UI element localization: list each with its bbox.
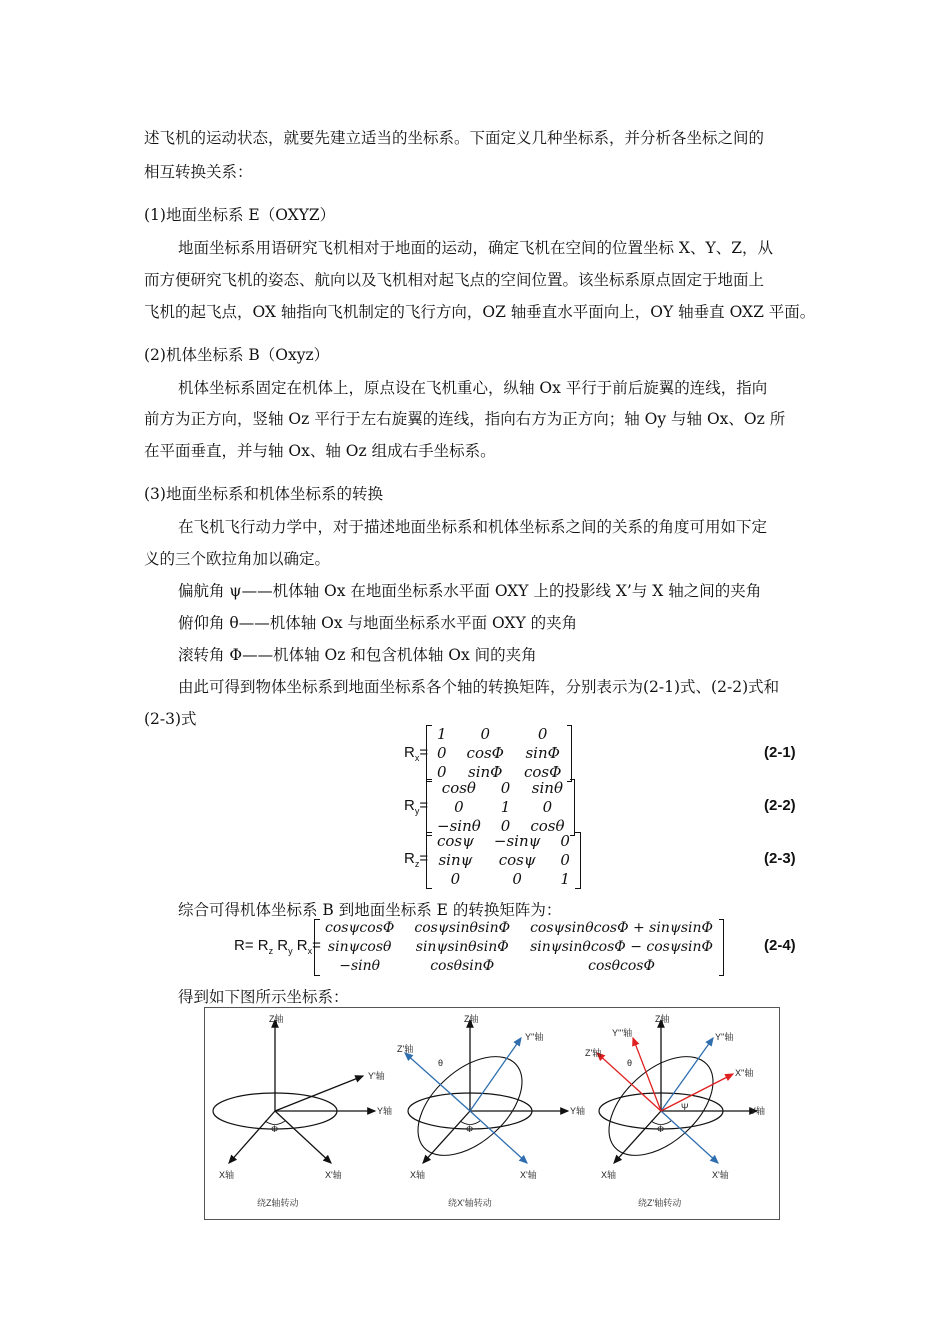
section-1-heading: (1)地面坐标系 E（OXYZ） bbox=[144, 206, 336, 224]
section-3-line-2: 义的三个欧拉角加以确定。 bbox=[144, 550, 331, 568]
eq4-number: (2-4) bbox=[764, 937, 796, 954]
section-2-line-1: 机体坐标系固定在机体上，原点设在飞机重心，纵轴 Ox 平行于前后旋翼的连线，指向 bbox=[178, 379, 768, 397]
eq4-cell: cosθcosΦ bbox=[588, 958, 655, 974]
eq4-cell: cosθsinΦ bbox=[430, 958, 495, 974]
eq4-cell: sinψsinθcosΦ − cosψsinΦ bbox=[530, 939, 713, 955]
eq4-cell: −sinθ bbox=[339, 958, 381, 974]
eq3-label: $R_z=$ bbox=[404, 850, 429, 869]
p2-x2-label: X'轴 bbox=[520, 1170, 537, 1180]
eq1-cell: sinΦ bbox=[525, 744, 560, 762]
yaw-definition: 偏航角 ψ——机体轴 Ox 在地面坐标系水平面 OXY 上的投影线 X’与 X 轴之间的夹角 bbox=[178, 582, 762, 600]
p2-z2-label: Z'轴 bbox=[397, 1044, 414, 1054]
eq3-cell: 0 bbox=[560, 832, 570, 850]
section-2-line-3: 在平面垂直，并与轴 Ox、轴 Oz 组成右手坐标系。 bbox=[144, 442, 496, 460]
eq1-cell: 0 bbox=[537, 725, 548, 743]
section-3-line-3: 由此可得到物体坐标系到地面坐标系各个轴的转换矩阵，分别表示为(2-1)式、(2-2)式和 bbox=[178, 678, 780, 696]
coordinate-figure-svg bbox=[205, 1008, 779, 1219]
p2-z-label: Z轴 bbox=[464, 1014, 479, 1024]
eq1-cell: 0 bbox=[437, 763, 447, 781]
eq1-cell: cosΦ bbox=[523, 763, 562, 781]
eq2-cell: 0 bbox=[454, 798, 464, 816]
p3-y4-label: Y'''轴 bbox=[612, 1028, 633, 1038]
eq2-cell: −sinθ bbox=[437, 817, 481, 835]
eq3-cell: cosψ bbox=[498, 851, 536, 869]
section-3-line-1: 在飞机飞行动力学中，对于描述地面坐标系和机体坐标系之间的关系的角度可用如下定 bbox=[178, 518, 768, 536]
pitch-definition: 俯仰角 θ——机体轴 Ox 与地面坐标系水平面 OXY 的夹角 bbox=[178, 614, 578, 632]
panel-rotate-z bbox=[213, 1013, 392, 1208]
p2-y3-label: Y''轴 bbox=[525, 1032, 544, 1042]
eq3-cell: 0 bbox=[512, 870, 522, 888]
eq4-cell: cosψsinθsinΦ bbox=[414, 920, 511, 936]
eq2-cell: cosθ bbox=[441, 779, 476, 797]
intro-line-2: 相互转换关系： bbox=[144, 163, 253, 181]
p3-y-label: Y轴 bbox=[750, 1106, 766, 1116]
p3-z2-label: Z'轴 bbox=[585, 1048, 602, 1058]
p2-x-label: X轴 bbox=[410, 1170, 426, 1180]
eq1-label: $R_x=$ bbox=[404, 744, 429, 763]
eq1-cell: 0 bbox=[437, 744, 447, 762]
panel-rotate-z-prime bbox=[585, 1013, 765, 1208]
eq2-matrix bbox=[426, 779, 575, 836]
coordinate-figure bbox=[204, 1007, 780, 1220]
eq4-matrix bbox=[314, 919, 724, 976]
eq2-cell: cosθ bbox=[530, 817, 565, 835]
section-2-line-2: 前方为正方向，竖轴 Oz 平行于左右旋翼的连线，指向右方为正方向；轴 Oy 与轴 Ox、Oz 所 bbox=[144, 410, 786, 428]
eq4-cell: sinψsinθsinΦ bbox=[415, 939, 509, 955]
eq3-matrix bbox=[426, 832, 581, 889]
p3-x-label: X轴 bbox=[601, 1170, 617, 1180]
p1-y-label: Y轴 bbox=[377, 1106, 393, 1116]
eq2-cell: 0 bbox=[542, 798, 553, 816]
eq2-cell: sinθ bbox=[531, 779, 563, 797]
p1-caption: 绕Z轴转动 bbox=[257, 1198, 299, 1208]
eq2-cell: 0 bbox=[500, 817, 511, 835]
combine-line: 综合可得机体坐标系 B 到地面坐标系 E 的转换矩阵为： bbox=[178, 901, 562, 919]
p1-x2-label: X'轴 bbox=[325, 1170, 342, 1180]
eq3-cell: 0 bbox=[560, 851, 570, 869]
eq2-cell: 1 bbox=[500, 798, 511, 816]
eq2-cell: 0 bbox=[500, 779, 511, 797]
eq3-cell: 0 bbox=[450, 870, 461, 888]
roll-definition: 滚转角 Φ——机体轴 Oz 和包含机体轴 Ox 间的夹角 bbox=[178, 646, 537, 664]
figure-intro: 得到如下图所示坐标系： bbox=[178, 988, 349, 1006]
eq3-cell: cosψ bbox=[437, 832, 474, 850]
section-1-line-2: 而方便研究飞机的姿态、航向以及飞机相对起飞点的空间位置。该坐标系原点固定于地面上 bbox=[144, 271, 765, 289]
p3-theta-label: θ bbox=[627, 1058, 633, 1068]
eq4-label: $R= R_z$ $R_y$ $R_x=$ bbox=[234, 937, 321, 956]
p2-y-label: Y轴 bbox=[570, 1106, 586, 1116]
eq4-cell: sinψcosθ bbox=[327, 939, 392, 955]
intro-line-1: 述飞机的运动状态，就要先建立适当的坐标系。下面定义几种坐标系，并分析各坐标之间的 bbox=[144, 129, 765, 147]
p2-caption: 绕X'轴转动 bbox=[448, 1198, 492, 1208]
p3-caption: 绕Z'轴转动 bbox=[638, 1198, 682, 1208]
eq1-cell: 0 bbox=[480, 725, 491, 743]
p3-y3-label: Y''轴 bbox=[715, 1032, 734, 1042]
p1-phi-label: Φ bbox=[271, 1124, 279, 1134]
eq1-cell: 1 bbox=[437, 725, 447, 743]
p2-phi-label: Φ bbox=[466, 1124, 474, 1134]
eq2-number: (2-2) bbox=[764, 797, 796, 814]
section-3-heading: (3)地面坐标系和机体坐标系的转换 bbox=[144, 485, 383, 503]
p1-z-label: Z轴 bbox=[269, 1014, 284, 1024]
p1-y2-label: Y'轴 bbox=[368, 1071, 385, 1081]
eq1-number: (2-1) bbox=[764, 744, 796, 761]
eq3-cell: −sinψ bbox=[493, 832, 541, 850]
eq3-cell: 1 bbox=[560, 870, 570, 888]
section-3-line-4: (2-3)式 bbox=[144, 710, 197, 728]
eq4-cell: cosψcosΦ bbox=[325, 920, 395, 936]
p1-x-label: X轴 bbox=[219, 1170, 235, 1180]
eq1-matrix bbox=[426, 725, 572, 782]
p3-z-label: Z轴 bbox=[655, 1014, 670, 1024]
section-1-line-3: 飞机的起飞点，OX 轴指向飞机制定的飞行方向，OZ 轴垂直水平面向上，OY 轴垂直 OXZ 平面。 bbox=[144, 303, 816, 321]
eq4-cell: cosψsinθcosΦ + sinψsinΦ bbox=[530, 920, 713, 936]
panel-rotate-x bbox=[397, 1013, 585, 1208]
p3-x2-label: X'轴 bbox=[712, 1170, 729, 1180]
eq1-cell: cosΦ bbox=[466, 744, 504, 762]
p3-phi-label: Φ bbox=[657, 1124, 665, 1134]
p3-x3-label: X''轴 bbox=[735, 1068, 754, 1078]
section-2-heading: (2)机体坐标系 B（Oxyz） bbox=[144, 346, 330, 364]
eq2-label: $R_y=$ bbox=[404, 797, 429, 816]
section-1-line-1: 地面坐标系用语研究飞机相对于地面的运动，确定飞机在空间的位置坐标 X、Y、Z，从 bbox=[178, 239, 773, 257]
eq3-cell: sinψ bbox=[438, 851, 473, 869]
eq1-cell: sinΦ bbox=[468, 763, 503, 781]
p3-psi-label: Ψ bbox=[681, 1102, 689, 1112]
p2-theta-label: θ bbox=[438, 1058, 444, 1068]
eq3-number: (2-3) bbox=[764, 850, 796, 867]
